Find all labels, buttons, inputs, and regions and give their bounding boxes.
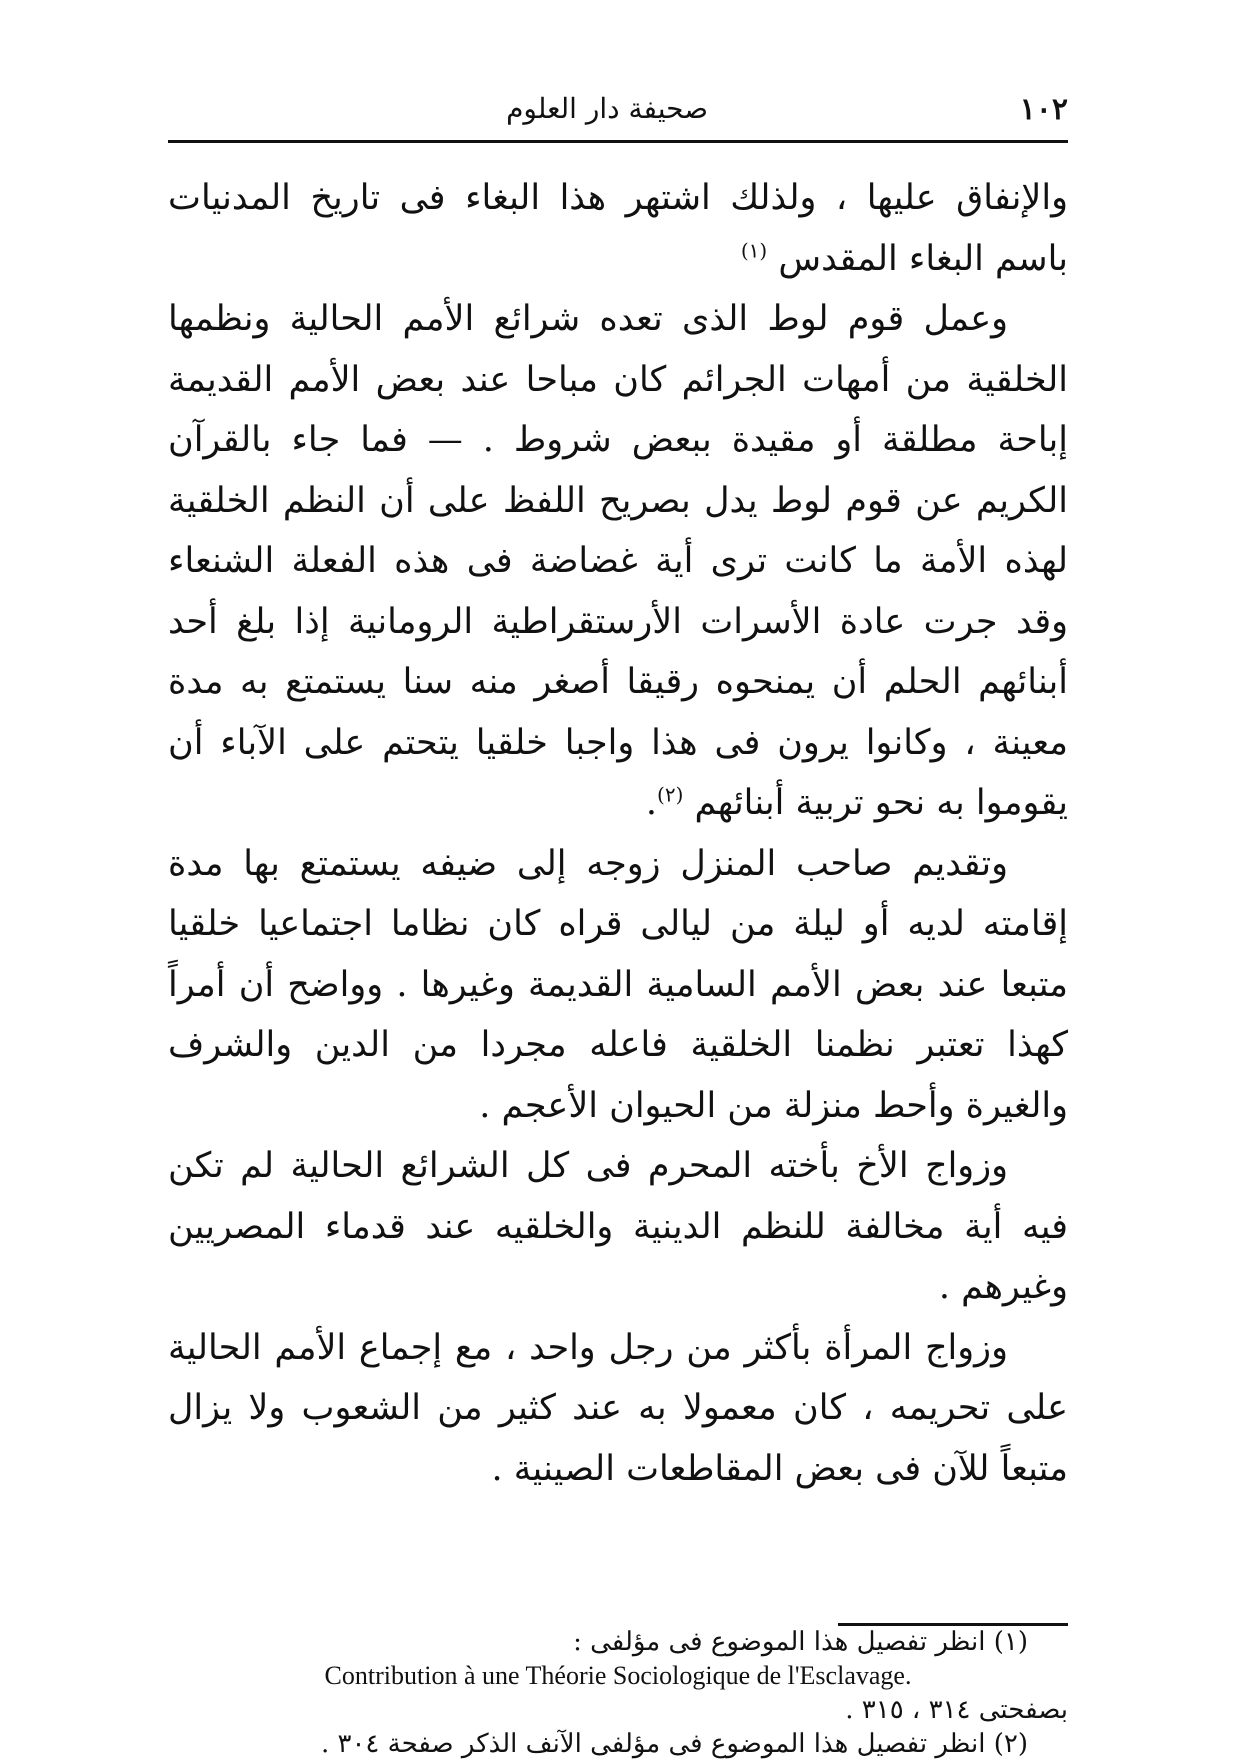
footnotes — [168, 1625, 1068, 1761]
paragraph-2-end: . — [645, 783, 657, 823]
header-rule — [168, 140, 1068, 143]
footnote-1-latin: Contribution à une Théorie Sociologique de l'Esclavage. — [324, 1661, 912, 1690]
running-title: صحيفة دار العلوم — [506, 92, 708, 125]
footnote-2: (٢) انظر تفصيل هذا الموضوع فى مؤلفى الآنف الذكر صفحة ٣٠٤ . — [320, 1729, 1028, 1759]
paragraph-3-text: وتقديم صاحب المنزل زوجه إلى ضيفه يستمتع بها مدة إقامته لديه أو ليلة من ليالى قراه كان نظاما اجتماعيا خلقيا متبعا عند بعض الأمم السامية القديمة وغيرها . وواضح أن أمراً كهذا تعتبر نظمنا الخلقية فاعله مجردا من الدين والشرف والغيرة وأحط منزلة من الحيوان الأعجم . — [168, 843, 1068, 1126]
page-number: ١٠٢ — [1019, 92, 1068, 127]
paragraph-1 — [168, 168, 1068, 289]
footnote-1-arabic: (١) انظر تفصيل هذا الموضوع فى مؤلفى : — [573, 1627, 1028, 1657]
paragraph-1-text: والإنفاق عليها ، ولذلك اشتهر هذا البغاء فى تاريخ المدنيات باسم البغاء المقدس — [168, 178, 1068, 279]
footnote-1-pages: بصفحتى ٣١٤ ، ٣١٥ . — [845, 1695, 1068, 1725]
paragraph-3 — [168, 834, 1068, 1137]
paragraph-5 — [168, 1318, 1068, 1500]
paragraph-5-text: وزواج المرأة بأكثر من رجل واحد ، مع إجماع الأمم الحالية على تحريمه ، كان معمولا به عند كثير من الشعوب ولا يزال متبعاً للآن فى بعض المقاطعات الصينية . — [168, 1327, 1068, 1489]
page-header — [168, 82, 1068, 142]
paragraph-4 — [168, 1136, 1068, 1318]
paragraph-2 — [168, 289, 1068, 834]
paragraph-4-text: وزواج الأخ بأخته المحرم فى كل الشرائع الحالية لم تكن فيه أية مخالفة للنظم الدينية والخلقيه عند قدماء المصريين وغيرهم . — [168, 1146, 1068, 1307]
footnote-ref-2: (٢) — [657, 782, 684, 807]
body-text — [168, 168, 1068, 1499]
paragraph-2-text: وعمل قوم لوط الذى تعده شرائع الأمم الحالية ونظمها الخلقية من أمهات الجرائم كان مباحا عند بعض الأمم القديمة إباحة مطلقة أو مقيدة ببعض شروط . — فما جاء بالقرآن الكريم عن قوم لوط يدل بصريح اللفظ على أن النظم الخلقية لهذه الأمة ما كانت ترى أية غضاضة فى هذه الفعلة الشنعاء وقد جرت عادة الأسرات الأرستقراطية الرومانية إذا بلغ أحد أبنائهم الحلم أن يمنحوه رقيقا أصغر منه سنا يستمتع به مدة معينة ، وكانوا يرون فى هذا واجبا خلقيا يتحتم على الآباء أن يقوموا به نحو تربية أبنائهم — [168, 299, 1068, 823]
footnote-ref-1: (١) — [740, 237, 768, 262]
